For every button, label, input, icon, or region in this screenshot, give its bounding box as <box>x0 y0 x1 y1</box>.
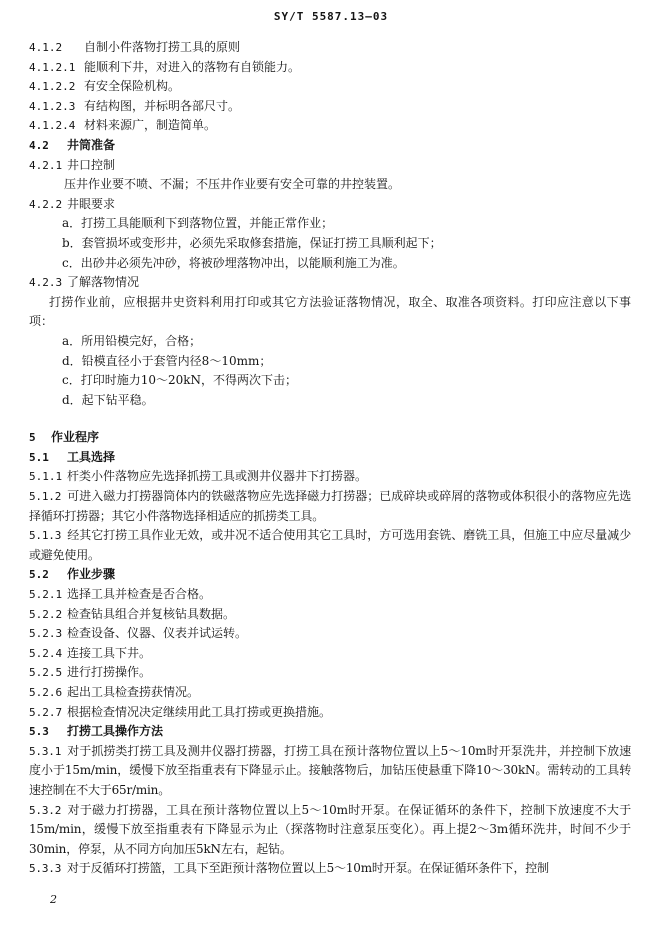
clause-4-1-2-2: 4.1.2.2 有安全保险机构。 <box>29 79 181 94</box>
list-item-b: b．套管损坏或变形井，必须先采取修套措施，保证打捞工具顺利起下； <box>62 235 442 250</box>
clause-4-2-1: 4.2.1 井口控制 <box>29 157 116 172</box>
section-4-2-heading: 4.2 井筒准备 <box>29 137 116 152</box>
clause-5-3-2: 5.3.2 对于磁力打捞器，工具在预计落物位置以上5～10m时开泵。在保证循环的条件下，控制下放速度不大于15m/min，缓慢下放至指重表有下降显示为止（探落物时注意泵压变化）。再上提2～3m循环洗井，时间不少于30min，停泵，从不同方向加压5kN左右，起钻。 <box>29 802 631 856</box>
section-5-1-heading: 5.1 工具选择 <box>29 449 116 464</box>
clause-5-2-5: 5.2.5 进行打捞操作。 <box>29 665 152 680</box>
section-5-3-heading: 5.3 打捞工具操作方法 <box>29 724 164 739</box>
clause-5-2-7: 5.2.7 根据检查情况决定继续用此工具打捞或更换措施。 <box>29 704 332 719</box>
clause-4-2-3: 4.2.3 了解落物情况 <box>29 275 140 290</box>
clause-4-2-3-body: 打捞作业前，应根据井史资料利用打印或其它方法验证落物情况，取全、取准各项资料。打印应注意以下事项： <box>29 294 631 329</box>
section-5-heading: 5 作业程序 <box>29 430 100 445</box>
section-gap <box>29 410 631 428</box>
clause-4-2-1-body: 压井作业要不喷、不漏；不压井作业要有安全可靠的井控装置。 <box>64 177 401 192</box>
clause-5-2-6: 5.2.6 起出工具检查捞获情况。 <box>29 685 200 699</box>
clause-4-1-2-1: 4.1.2.1 能顺利下井，对进入的落物有自锁能力。 <box>29 59 301 74</box>
list-item-c: c．出砂井必须先冲砂，将被砂埋落物冲出，以能顺利施工为准。 <box>62 255 405 270</box>
clause-5-1-2: 5.1.2 可进入磁力打捞器筒体内的铁磁落物应先选择磁力打捞器；已成碎块或碎屑的落物或体积很小的落物应先选择循环打捞器；其它小件落物选择相适应的抓捞类工具。 <box>29 489 631 523</box>
clause-4-1-2-4: 4.1.2.4 材料来源广，制造简单。 <box>29 118 217 133</box>
clause-5-1-1: 5.1.1 杆类小件落物应先选择抓捞工具或测井仪器井下打捞器。 <box>29 469 368 484</box>
print-item-d: d．铅模直径小于套管内径8～10mm； <box>62 353 272 368</box>
clause-5-3-1: 5.3.1 对于抓捞类打捞工具及测井仪器打捞器，打捞工具在预计落物位置以上5～10m时开泵洗井，并控制下放速度小于15m/min，缓慢下放至指重表有下降显示止。接触落物后，加钻压使悬重下降10～30kN。需转动的工具转速控制在不大于65r/min。 <box>29 743 631 797</box>
clause-5-3-3: 5.3.3 对于反循环打捞篮，工具下至距预计落物位置以上5～10m时开泵。在保证循环条件下，控制 <box>29 861 549 876</box>
clause-5-2-4: 5.2.4 连接工具下井。 <box>29 645 152 660</box>
section-5-2-heading: 5.2 作业步骤 <box>29 567 116 582</box>
print-item-d2: d．起下钻平稳。 <box>62 392 154 407</box>
print-item-c: c．打印时施力10～20kN，不得两次下击； <box>62 373 298 388</box>
clause-4-2-2: 4.2.2 井眼要求 <box>29 196 116 211</box>
document-body <box>29 38 631 879</box>
document-code-header: SY/T 5587.13—03 <box>273 10 389 23</box>
page-number: 2 <box>50 893 57 906</box>
list-item-a: a．打捞工具能顺利下到落物位置，并能正常作业； <box>62 216 334 231</box>
clause-5-2-3: 5.2.3 检查设备、仪器、仪表并试运转。 <box>29 626 248 641</box>
clause-5-2-2: 5.2.2 检查钻具组合并复核钻具数据。 <box>29 606 236 621</box>
clause-5-1-3: 5.1.3 经其它打捞工具作业无效，或井况不适合使用其它工具时，方可选用套铣、磨铣工具，但施工中应尽量减少或避免使用。 <box>29 528 631 562</box>
print-item-a: a．所用铅模完好，合格； <box>62 333 202 348</box>
clause-4-1-2-3: 4.1.2.3 有结构图，并标明各部尺寸。 <box>29 98 241 113</box>
clause-4-1-2: 4.1.2 自制小件落物打捞工具的原则 <box>29 40 241 54</box>
clause-5-2-1: 5.2.1 选择工具并检查是否合格。 <box>29 587 212 602</box>
